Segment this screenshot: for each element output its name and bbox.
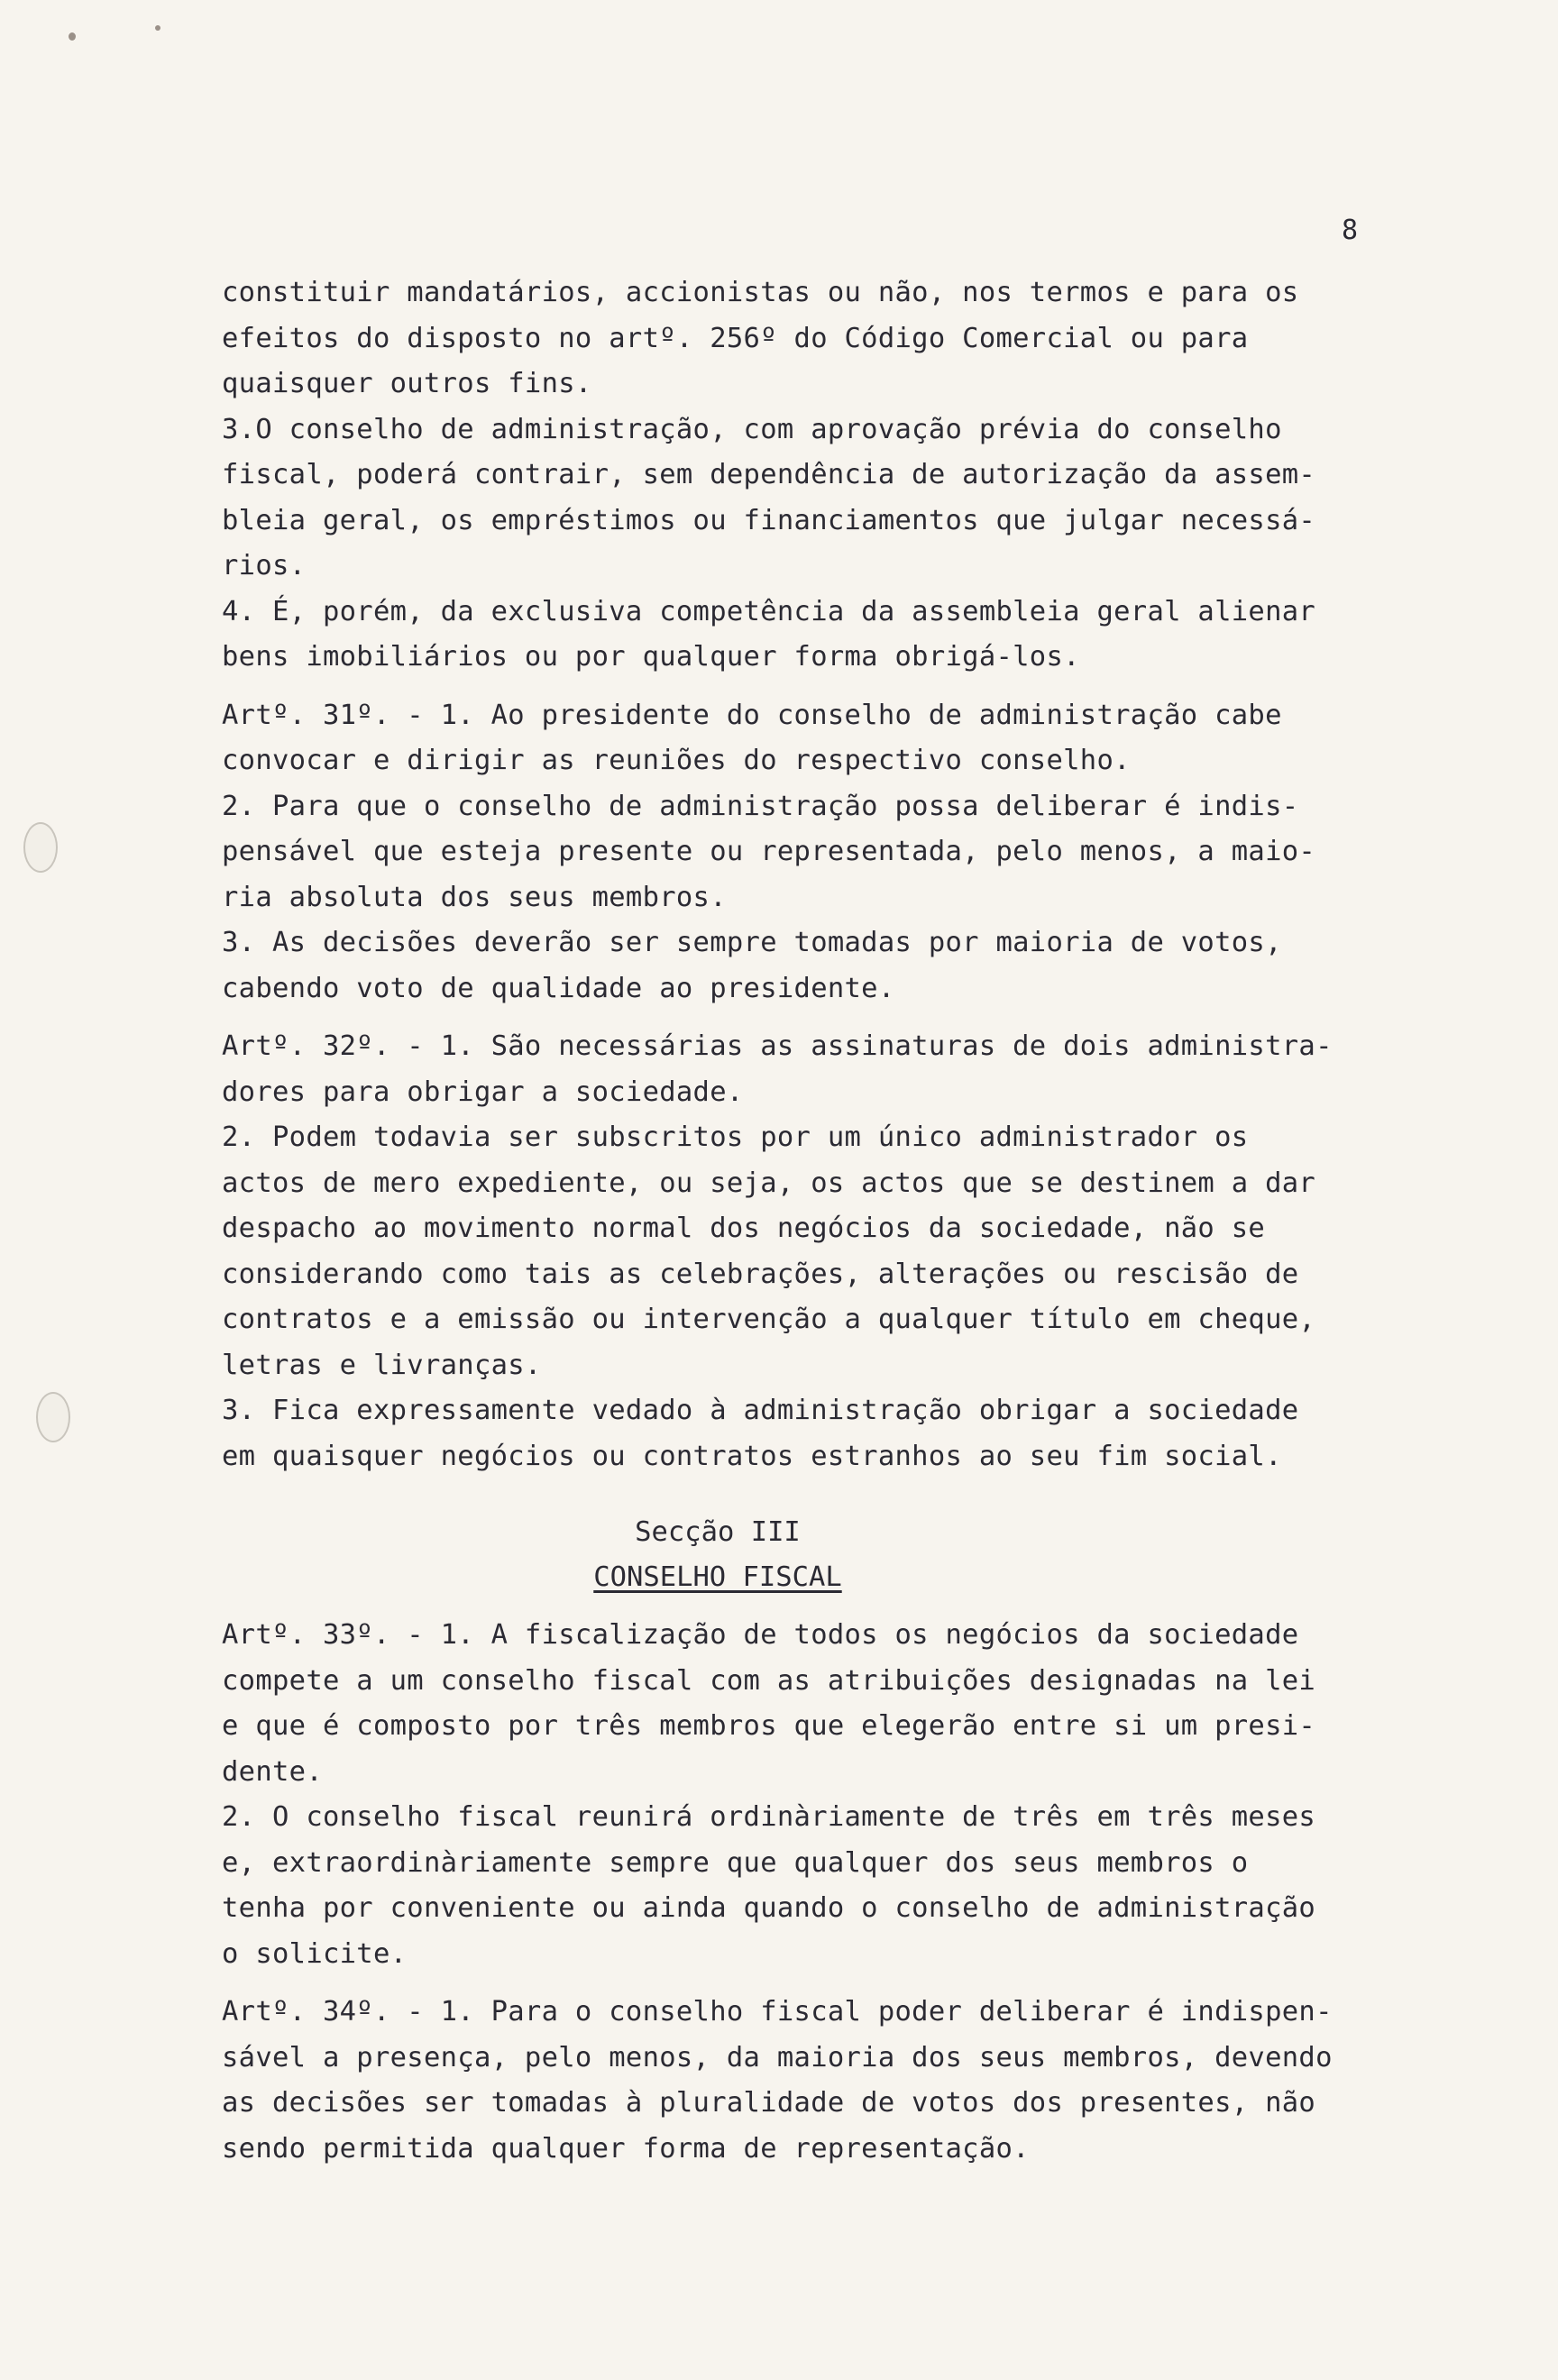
paragraph-gap [222, 1600, 1448, 1613]
text-line: 2. Podem todavia ser subscritos por um único administrador os [222, 1121, 1249, 1153]
text-line: Artº. 31º. - 1. Ao presidente do conselho de administração cabe [222, 699, 1282, 731]
section-title: CONSELHO FISCAL [593, 1561, 842, 1593]
text-line: bleia geral, os empréstimos ou financiamentos que julgar necessá- [222, 504, 1316, 536]
text-line: sendo permitida qualquer forma de representação. [222, 2132, 1030, 2165]
text-line: letras e livranças. [222, 1349, 542, 1381]
text-line: sável a presença, pelo menos, da maioria dos seus membros, devendo [222, 2041, 1333, 2073]
text-line: 4. É, porém, da exclusiva competência da assembleia geral alienar [222, 595, 1316, 627]
text-line: dores para obrigar a sociedade. [222, 1076, 744, 1108]
text-line: compete a um conselho fiscal com as atribuições designadas na lei [222, 1664, 1316, 1697]
paragraph [222, 1115, 1448, 1388]
text-line: pensável que esteja presente ou representada, pelo menos, a maio- [222, 836, 1316, 867]
binder-hole-top [23, 822, 58, 873]
text-line: convocar e dirigir as reuniões do respectivo conselho. [222, 745, 1131, 776]
paper-speck [155, 25, 160, 31]
text-line: Artº. 33º. - 1. A fiscalização de todos os negócios da sociedade [222, 1619, 1299, 1651]
text-line: em quaisquer negócios ou contratos estranhos ao seu fim social. [222, 1440, 1282, 1472]
paragraph [222, 1795, 1448, 1977]
text-line: dente. [222, 1755, 323, 1788]
paper-speck [69, 32, 76, 41]
text-line: constituir mandatários, accionistas ou não, nos termos e para os [222, 277, 1299, 308]
page-number: 8 [1342, 215, 1360, 246]
text-line: considerando como tais as celebrações, alterações ou rescisão de [222, 1258, 1299, 1290]
text-line: 2. Para que o conselho de administração possa deliberar é indis- [222, 790, 1299, 822]
text-line: e que é composto por três membros que elegerão entre si um presi- [222, 1710, 1316, 1742]
paragraph-gap [222, 1012, 1448, 1024]
paragraph [222, 590, 1448, 681]
text-line: bens imobiliários ou por qualquer forma obrigá-los. [222, 641, 1080, 673]
paragraph [222, 693, 1448, 784]
paragraph-gap [222, 1479, 1448, 1510]
section-label: Secção III [635, 1516, 801, 1548]
binder-hole-bottom [36, 1392, 70, 1442]
text-line: 3. Fica expressamente vedado à administração obrigar a sociedade [222, 1395, 1299, 1426]
text-line: fiscal, poderá contrair, sem dependência de autorização da assem- [222, 459, 1316, 490]
text-line: contratos e a emissão ou intervenção a qualquer título em cheque, [222, 1304, 1316, 1335]
text-line: as decisões ser tomadas à pluralidade de votos dos presentes, não [222, 2087, 1316, 2119]
text-line: actos de mero expediente, ou seja, os actos que se destinem a dar [222, 1167, 1316, 1199]
paragraph [222, 270, 1448, 407]
text-line: Artº. 32º. - 1. São necessárias as assinaturas de dois administra- [222, 1030, 1333, 1062]
text-line: 3.O conselho de administração, com aprovação prévia do conselho [222, 413, 1282, 445]
text-line: 2. O conselho fiscal reunirá ordinàriamente de três em três meses [222, 1801, 1316, 1833]
text-line: cabendo voto de qualidade ao presidente. [222, 972, 895, 1004]
text-line: despacho ao movimento normal dos negócios da sociedade, não se [222, 1213, 1266, 1244]
paragraph [222, 1024, 1448, 1115]
paragraph [222, 920, 1448, 1012]
paragraph-gap [222, 1977, 1448, 1990]
paragraph [222, 784, 1448, 921]
text-line: Artº. 34º. - 1. Para o conselho fiscal poder deliberar é indispen- [222, 1996, 1333, 2028]
paragraph [222, 1613, 1448, 1795]
text-line: tenha por conveniente ou ainda quando o conselho de administração [222, 1892, 1316, 1924]
paragraph-gap [222, 681, 1448, 693]
text-line: rios. [222, 550, 307, 581]
text-line: 3. As decisões deverão ser sempre tomadas por maioria de votos, [222, 927, 1282, 958]
paragraph [222, 407, 1448, 590]
document-body [222, 270, 1448, 2172]
text-line: e, extraordinàriamente sempre que qualquer dos seus membros o [222, 1846, 1249, 1879]
paragraph [222, 1990, 1448, 2172]
paragraph [222, 1388, 1448, 1479]
text-line: ria absoluta dos seus membros. [222, 881, 727, 913]
text-line: quaisquer outros fins. [222, 368, 592, 399]
text-line: o solicite. [222, 1937, 408, 1970]
text-line: efeitos do disposto no artº. 256º do Código Comercial ou para [222, 322, 1249, 354]
